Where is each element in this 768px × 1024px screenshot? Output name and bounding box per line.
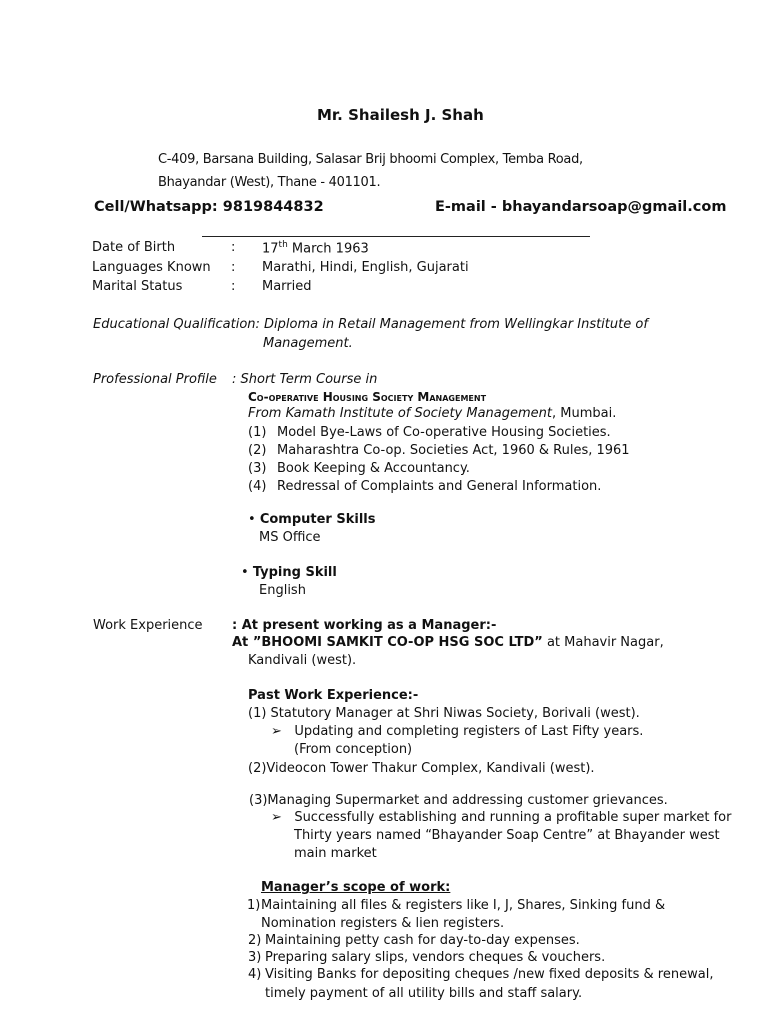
languages-value: Marathi, Hindi, English, Gujarati	[262, 260, 469, 275]
languages-label: Languages Known	[92, 260, 211, 275]
dob-label: Date of Birth	[92, 240, 176, 255]
typing-skill-value: English	[259, 583, 306, 598]
bullet-icon: •	[248, 512, 256, 527]
marital-sep: :	[231, 279, 236, 294]
scope-4-line-2: timely payment of all utility bills and staff salary.	[265, 986, 583, 1001]
topic-4-num: (4)	[248, 479, 267, 494]
past-1-sub-1: ➢ Updating and completing registers of Last Fifty years.	[271, 724, 644, 739]
scope-3-num: 3)	[248, 950, 262, 965]
past-3-sub-3: main market	[294, 846, 377, 861]
address-line-2: Bhayandar (West), Thane - 401101.	[158, 175, 381, 190]
scope-2-line-1: Maintaining petty cash for day-to-day expenses.	[265, 933, 580, 948]
past-1-sub-2: (From conception)	[294, 742, 413, 757]
marital-value: Married	[262, 279, 312, 294]
profile-label: Professional Profile	[93, 372, 217, 387]
scope-1-line-1: Maintaining all files & registers like I, J, Shares, Sinking fund &	[261, 898, 666, 913]
work-label: Work Experience	[93, 618, 203, 633]
cell-number: Cell/Whatsapp: 9819844832	[94, 199, 324, 215]
topic-3-text: Book Keeping & Accountancy.	[277, 461, 470, 476]
scope-1-num: 1)	[247, 898, 261, 913]
current-location: Kandivali (west).	[248, 653, 357, 668]
topic-1-text: Model Bye-Laws of Co-operative Housing Societies.	[277, 425, 611, 440]
education-line-2: Management.	[263, 336, 353, 351]
arrow-bullet-icon: ➢	[271, 810, 282, 825]
past-3-sub-1: ➢ Successfully establishing and running a profitable super market for	[271, 810, 732, 825]
past-2: (2)Videocon Tower Thakur Complex, Kandivali (west).	[248, 761, 595, 776]
computer-skills: • Computer Skills	[248, 512, 376, 527]
address-line-1: C-409, Barsana Building, Salasar Brij bhoomi Complex, Temba Road,	[158, 152, 583, 167]
past-heading: Past Work Experience:-	[248, 688, 419, 703]
topic-4-text: Redressal of Complaints and General Information.	[277, 479, 602, 494]
profile-intro: : Short Term Course in	[232, 372, 378, 387]
past-3: (3)Managing Supermarket and addressing customer grievances.	[249, 793, 668, 808]
languages-sep: :	[231, 260, 236, 275]
header-divider	[202, 236, 590, 237]
scope-4-num: 4)	[248, 967, 262, 982]
course-institute: From Kamath Institute of Society Management, Mumbai.	[248, 406, 617, 421]
topic-2-text: Maharashtra Co-op. Societies Act, 1960 & Rules, 1961	[277, 443, 630, 458]
current-heading: : At present working as a Manager:-	[232, 618, 497, 633]
typing-skill: • Typing Skill	[241, 565, 337, 580]
scope-2-num: 2)	[248, 933, 262, 948]
dob-sep: :	[231, 240, 236, 255]
topic-3-num: (3)	[248, 461, 267, 476]
scope-3-line-1: Preparing salary slips, vendors cheques & vouchers.	[265, 950, 606, 965]
topic-2-num: (2)	[248, 443, 267, 458]
bullet-icon: •	[241, 565, 249, 580]
marital-label: Marital Status	[92, 279, 183, 294]
scope-heading: Manager’s scope of work:	[261, 880, 451, 895]
past-3-sub-2: Thirty years named “Bhayander Soap Centre” at Bhayander west	[294, 828, 720, 843]
current-org-line: At ”BHOOMI SAMKIT CO-OP HSG SOC LTD” at Mahavir Nagar,	[232, 635, 664, 650]
dob-value: 17th March 1963	[262, 240, 369, 257]
computer-skills-value: MS Office	[259, 530, 321, 545]
topic-1-num: (1)	[248, 425, 267, 440]
resume-name: Mr. Shailesh J. Shah	[317, 106, 484, 124]
education-line-1: Educational Qualification: Diploma in Retail Management from Wellingkar Institute of	[93, 317, 648, 332]
past-1: (1) Statutory Manager at Shri Niwas Society, Borivali (west).	[248, 706, 640, 721]
email-address: E-mail - bhayandarsoap@gmail.com	[435, 199, 727, 215]
course-title: Co-operative Housing Society Management	[248, 390, 487, 404]
scope-1-line-2: Nomination registers & lien registers.	[261, 916, 505, 931]
arrow-bullet-icon: ➢	[271, 724, 282, 739]
scope-4-line-1: Visiting Banks for depositing cheques /new fixed deposits & renewal,	[265, 967, 714, 982]
